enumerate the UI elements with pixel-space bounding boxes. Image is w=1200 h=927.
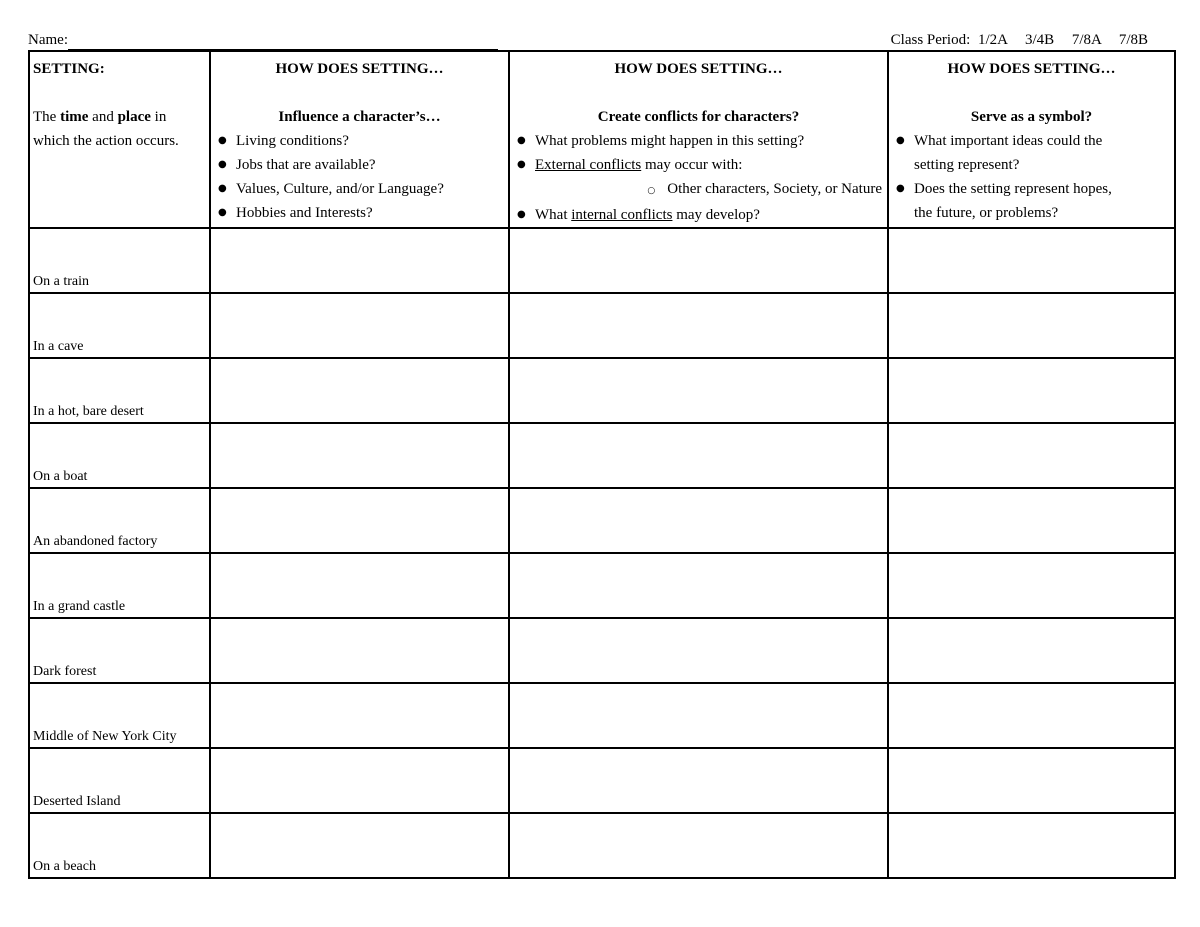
conflicts-sub-bullet: ○ Other characters, Society, or Nature [647, 181, 882, 197]
conflicts-answer-cell[interactable] [509, 748, 888, 813]
setting-label-cell [29, 488, 210, 553]
setting-label-cell [29, 618, 210, 683]
character-influence-header-cell [210, 51, 509, 228]
symbol-answer-cell[interactable] [888, 488, 1175, 553]
symbol-answer-cell[interactable] [888, 683, 1175, 748]
symbol-answer-cell[interactable] [888, 358, 1175, 423]
conflicts-answer-cell[interactable] [509, 228, 888, 293]
setting-label-cell [29, 813, 210, 878]
setting-label: In a grand castle [33, 599, 126, 614]
conflicts-answer-cell[interactable] [509, 488, 888, 553]
character-influence-subhead: Influence a character’s… [278, 109, 441, 125]
setting-column-title: SETTING: [33, 61, 105, 77]
conflicts-answer-cell[interactable] [509, 423, 888, 488]
conflicts-answer-cell[interactable] [509, 553, 888, 618]
influence-answer-cell[interactable] [210, 553, 509, 618]
symbol-subhead: Serve as a symbol? [970, 109, 1093, 125]
influence-answer-cell[interactable] [210, 683, 509, 748]
setting-label: An abandoned factory [33, 534, 158, 549]
setting-label-cell [29, 228, 210, 293]
conflicts-subhead: Create conflicts for characters? [597, 109, 800, 125]
name-label: Name: [28, 32, 68, 48]
setting-label: Middle of New York City [33, 729, 177, 744]
setting-label-cell [29, 553, 210, 618]
influence-answer-cell[interactable] [210, 228, 509, 293]
setting-worksheet-table [28, 50, 1176, 879]
symbol-list [892, 129, 1171, 225]
setting-label: In a hot, bare desert [33, 404, 144, 419]
list-item: ● Does the setting represent hopes, the future, or problems? [892, 177, 1171, 225]
list-item: ● Hobbies and Interests? [214, 201, 505, 225]
conflicts-header-cell [509, 51, 888, 228]
table-row [29, 423, 1175, 488]
influence-answer-cell[interactable] [210, 813, 509, 878]
influence-answer-cell[interactable] [210, 488, 509, 553]
symbol-answer-cell[interactable] [888, 293, 1175, 358]
hollow-circle-bullet-icon: ○ [647, 186, 656, 196]
worksheet-header-line [28, 30, 1174, 50]
period-option[interactable]: 3/4B [1024, 32, 1055, 48]
class-period [891, 30, 1148, 50]
name-field[interactable] [28, 30, 498, 50]
table-row [29, 358, 1175, 423]
list-item: ● Values, Culture, and/or Language? [214, 177, 505, 201]
conflicts-answer-cell[interactable] [509, 618, 888, 683]
list-item: ● What important ideas could the setting represent? [892, 129, 1171, 177]
period-option[interactable]: 1/2A [978, 32, 1008, 48]
symbol-header-cell [888, 51, 1175, 228]
period-option[interactable]: 7/8A [1071, 32, 1102, 48]
setting-label: On a beach [33, 859, 96, 874]
influence-answer-cell[interactable] [210, 748, 509, 813]
conflicts-answer-cell[interactable] [509, 293, 888, 358]
list-item: ● What internal conflicts may develop? [513, 203, 884, 227]
setting-label-cell [29, 293, 210, 358]
symbol-answer-cell[interactable] [888, 553, 1175, 618]
setting-label-cell [29, 748, 210, 813]
setting-label: Dark forest [33, 664, 97, 679]
setting-label: In a cave [33, 339, 84, 354]
table-row [29, 293, 1175, 358]
conflicts-list [513, 129, 884, 177]
table-row [29, 228, 1175, 293]
character-influence-list [214, 129, 505, 225]
list-item: ● What problems might happen in this setting? [513, 129, 884, 153]
symbol-answer-cell[interactable] [888, 813, 1175, 878]
column-title: HOW DOES SETTING… [614, 61, 783, 77]
setting-label-cell [29, 358, 210, 423]
symbol-answer-cell[interactable] [888, 748, 1175, 813]
table-row [29, 488, 1175, 553]
column-title: HOW DOES SETTING… [947, 61, 1116, 77]
symbol-answer-cell[interactable] [888, 618, 1175, 683]
influence-answer-cell[interactable] [210, 358, 509, 423]
symbol-answer-cell[interactable] [888, 228, 1175, 293]
column-title: HOW DOES SETTING… [275, 61, 444, 77]
influence-answer-cell[interactable] [210, 293, 509, 358]
setting-definition: The time and place in which the action occurs. [33, 109, 179, 149]
conflicts-answer-cell[interactable] [509, 683, 888, 748]
list-item: ● Jobs that are available? [214, 153, 505, 177]
table-row [29, 618, 1175, 683]
class-period-label: Class Period: [890, 32, 971, 48]
table-row [29, 683, 1175, 748]
setting-definition-cell [29, 51, 210, 228]
list-item: ● External conflicts may occur with: [513, 153, 884, 177]
table-row [29, 748, 1175, 813]
setting-label-cell [29, 683, 210, 748]
setting-label: On a boat [33, 469, 88, 484]
header-row [29, 51, 1175, 228]
conflicts-answer-cell[interactable] [509, 813, 888, 878]
symbol-answer-cell[interactable] [888, 423, 1175, 488]
name-blank-line[interactable] [68, 34, 498, 50]
conflicts-answer-cell[interactable] [509, 358, 888, 423]
setting-label: Deserted Island [33, 794, 121, 809]
influence-answer-cell[interactable] [210, 618, 509, 683]
list-item: ● Living conditions? [214, 129, 505, 153]
setting-label-cell [29, 423, 210, 488]
period-option[interactable]: 7/8B [1118, 32, 1148, 48]
table-row [29, 813, 1175, 878]
influence-answer-cell[interactable] [210, 423, 509, 488]
table-row [29, 553, 1175, 618]
setting-label: On a train [33, 274, 89, 289]
